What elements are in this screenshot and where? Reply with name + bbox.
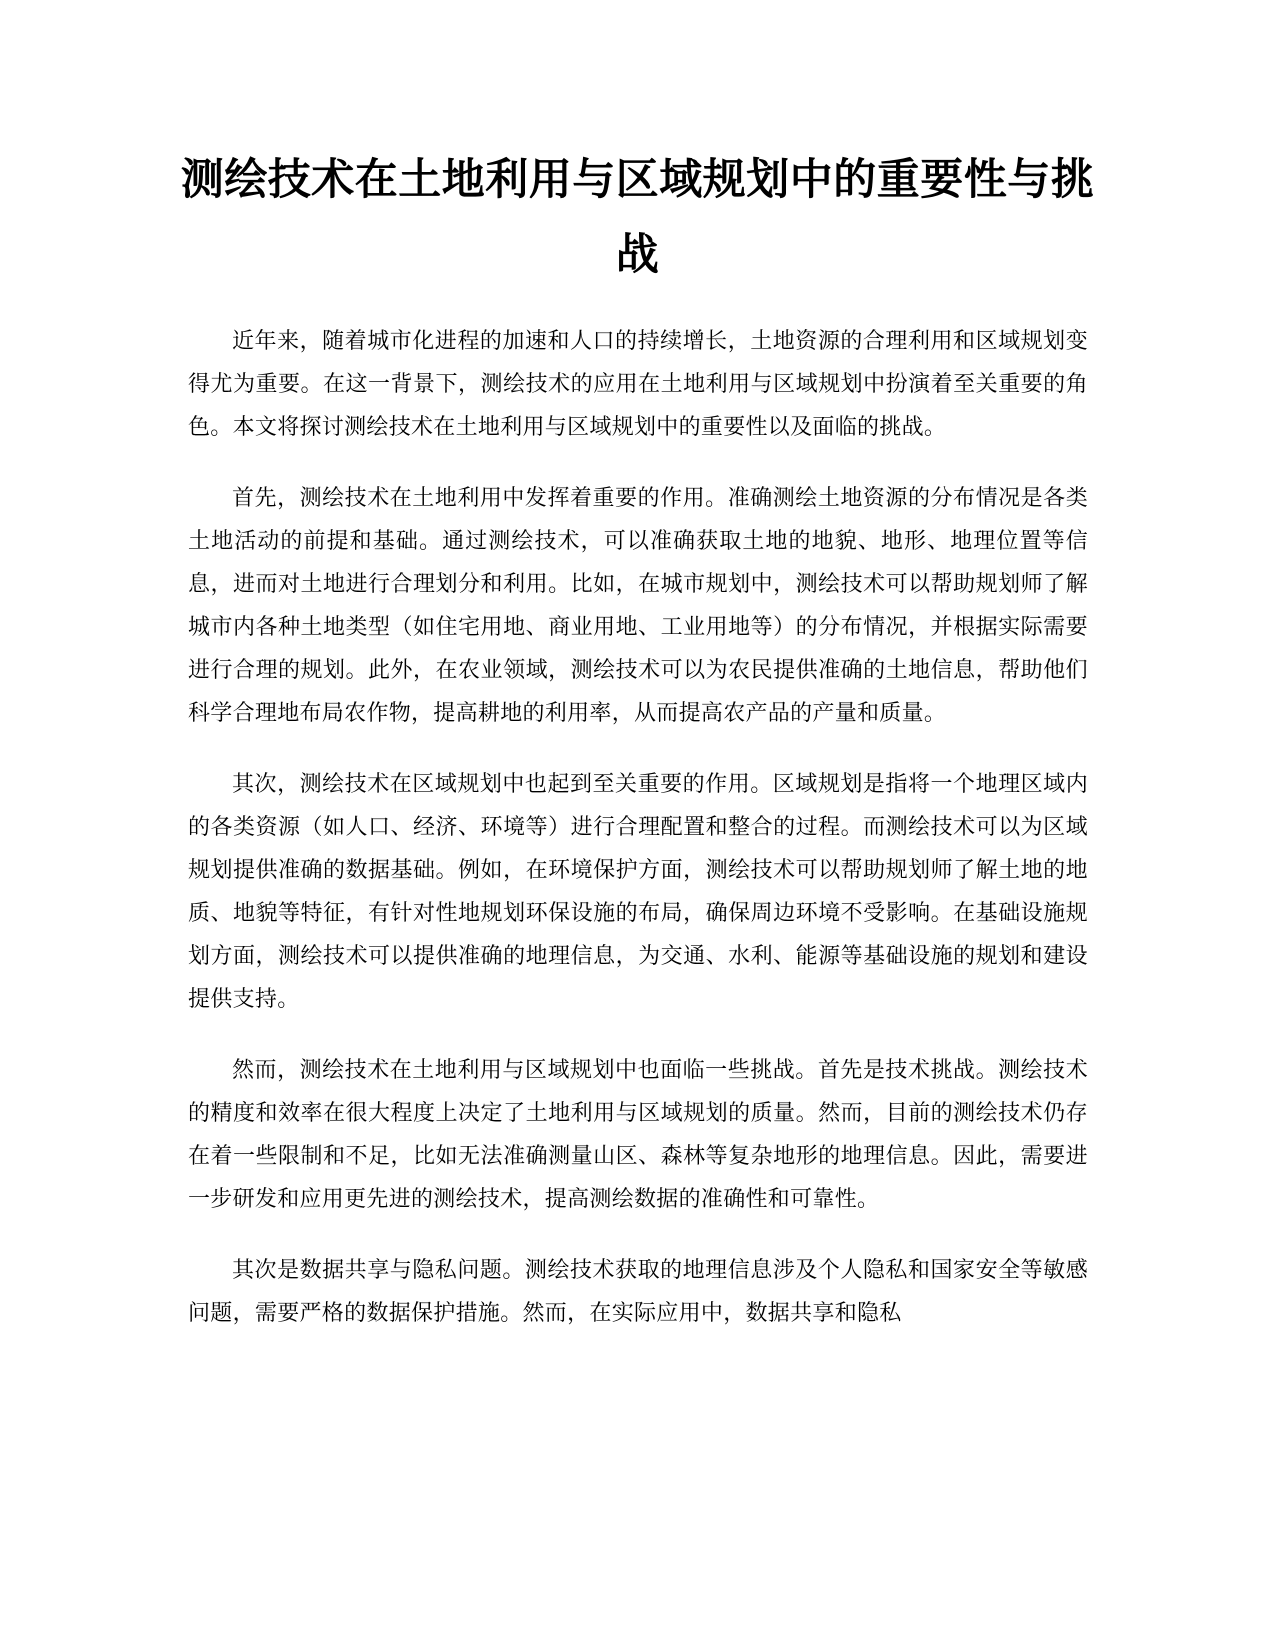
paragraph-3: 其次，测绘技术在区域规划中也起到至关重要的作用。区域规划是指将一个地理区域内的各类资源（如人口、经济、环境等）进行合理配置和整合的过程。而测绘技术可以为区域规划提供准确的数据基础。例如，在环境保护方面，测绘技术可以帮助规划师了解土地的地质、地貌等特征，有针对性地规划环保设施的布局，确保周边环境不受影响。在基础设施规划方面，测绘技术可以提供准确的地理信息，为交通、水利、能源等基础设施的规划和建设提供支持。: [188, 772, 1088, 1012]
paragraph-4: 然而，测绘技术在土地利用与区域规划中也面临一些挑战。首先是技术挑战。测绘技术的精度和效率在很大程度上决定了土地利用与区域规划的质量。然而，目前的测绘技术仍存在着一些限制和不足，比如无法准确测量山区、森林等复杂地形的地理信息。因此，需要进一步研发和应用更先进的测绘技术，提高测绘数据的准确性和可靠性。: [188, 1058, 1088, 1212]
document-body: [188, 320, 1088, 1363]
paragraph-1: 近年来，随着城市化进程的加速和人口的持续增长，土地资源的合理利用和区域规划变得尤为重要。在这一背景下，测绘技术的应用在土地利用与区域规划中扮演着至关重要的角色。本文将探讨测绘技术在土地利用与区域规划中的重要性以及面临的挑战。: [188, 329, 1088, 440]
paragraph-2: 首先，测绘技术在土地利用中发挥着重要的作用。准确测绘土地资源的分布情况是各类土地活动的前提和基础。通过测绘技术，可以准确获取土地的地貌、地形、地理位置等信息，进而对土地进行合理划分和利用。比如，在城市规划中，测绘技术可以帮助规划师了解城市内各种土地类型（如住宅用地、商业用地、工业用地等）的分布情况，并根据实际需要进行合理的规划。此外，在农业领域，测绘技术可以为农民提供准确的土地信息，帮助他们科学合理地布局农作物，提高耕地的利用率，从而提高农产品的产量和质量。: [188, 486, 1088, 726]
document-title: 测绘技术在土地利用与区域规划中的重要性与挑战: [180, 155, 1095, 280]
paragraph-5: 其次是数据共享与隐私问题。测绘技术获取的地理信息涉及个人隐私和国家安全等敏感问题，需要严格的数据保护措施。然而，在实际应用中，数据共享和隐私: [188, 1258, 1088, 1326]
